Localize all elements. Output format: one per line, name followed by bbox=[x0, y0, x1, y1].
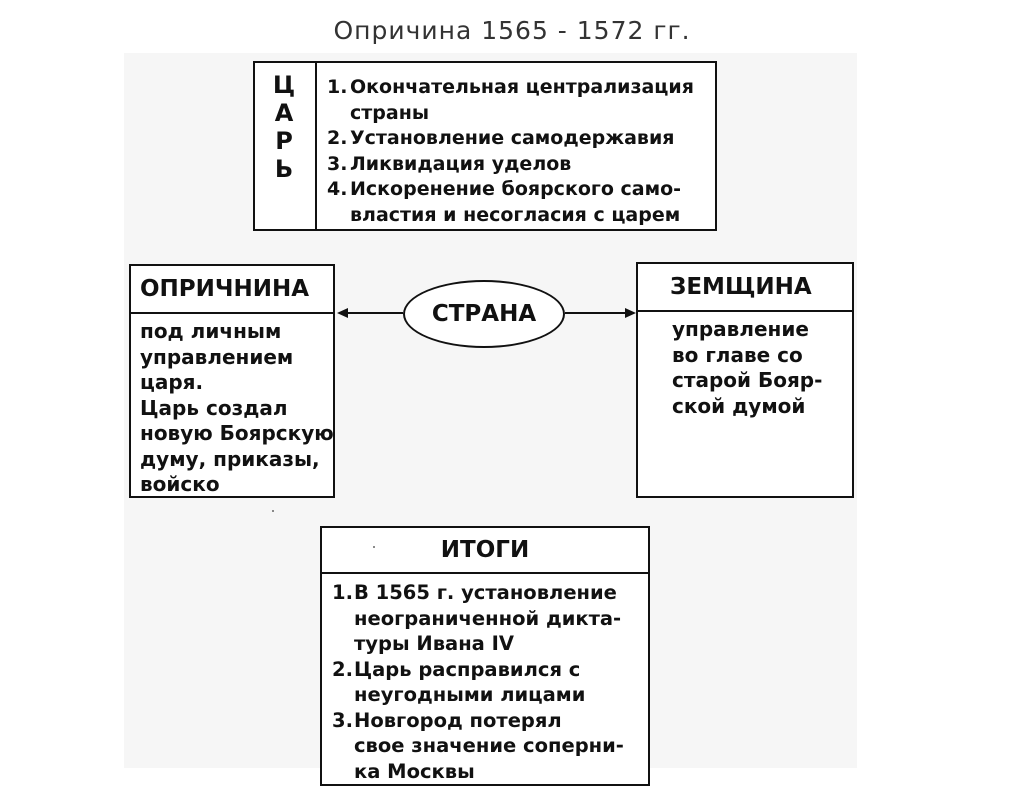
results-box bbox=[320, 526, 650, 786]
item-line: властия и несогласия с царем bbox=[350, 203, 681, 226]
text-line: Царь создал bbox=[140, 395, 288, 420]
text-line: управлением bbox=[140, 344, 294, 369]
item-line: Ликвидация уделов bbox=[350, 152, 572, 175]
results-list bbox=[322, 574, 648, 784]
item-line: неугодными лицами bbox=[354, 683, 586, 706]
text-line: управление bbox=[672, 317, 809, 341]
scan-speck bbox=[272, 510, 274, 512]
oprichnina-heading: ОПРИЧНИНА bbox=[131, 266, 333, 314]
item-line: свое значение соперни- bbox=[354, 734, 624, 757]
zemshchina-heading: ЗЕМЩИНА bbox=[638, 264, 852, 312]
tsar-letter: Ц bbox=[272, 71, 298, 99]
item-line: Установление самодержавия bbox=[350, 127, 675, 149]
item-line: Новгород потерял bbox=[354, 708, 562, 732]
item-number: 1. bbox=[327, 76, 348, 98]
oprichnina-description bbox=[131, 314, 333, 498]
text-line: старой Бояр- bbox=[672, 368, 823, 392]
item-line: Искоренение боярского само- bbox=[350, 178, 682, 200]
item-line: туры Ивана IV bbox=[354, 632, 514, 655]
item-line: В 1565 г. установление bbox=[354, 581, 617, 604]
country-ellipse: СТРАНА bbox=[403, 280, 565, 348]
tsar-letter: Ь bbox=[274, 155, 296, 183]
text-line: думу, приказы, bbox=[140, 446, 320, 471]
zemshchina-description bbox=[638, 312, 852, 419]
oprichnina-box bbox=[129, 264, 335, 498]
item-number: 4. bbox=[327, 178, 348, 200]
results-heading: ИТОГИ bbox=[322, 528, 648, 574]
zemshchina-box bbox=[636, 262, 854, 498]
item-line: Окончательная централизация bbox=[350, 76, 694, 98]
list-item bbox=[332, 657, 648, 708]
item-number: 3. bbox=[327, 152, 348, 175]
arrowhead-right bbox=[625, 308, 636, 318]
item-line: ка Москвы bbox=[354, 759, 475, 783]
arrowhead-left bbox=[337, 308, 348, 318]
tsar-letter: А bbox=[274, 99, 296, 127]
text-line: ской думой bbox=[672, 393, 806, 418]
list-item bbox=[332, 580, 648, 657]
item-line: неограниченной дикта- bbox=[354, 606, 622, 630]
item-number: 2. bbox=[327, 127, 348, 149]
text-line: новую Боярскую bbox=[140, 421, 334, 445]
item-number: 2. bbox=[332, 657, 353, 681]
list-item bbox=[332, 708, 648, 785]
page-title: Опричина 1565 - 1572 гг. bbox=[333, 16, 691, 45]
scan-speck bbox=[373, 546, 375, 548]
text-line: во главе со bbox=[672, 342, 803, 367]
item-number: 3. bbox=[332, 708, 353, 732]
item-number: 1. bbox=[332, 581, 353, 604]
text-line: войско bbox=[140, 472, 220, 496]
text-line: под личным bbox=[140, 319, 282, 343]
item-line: страны bbox=[350, 101, 430, 124]
item-line: Царь расправился с bbox=[354, 657, 581, 681]
text-line: царя. bbox=[140, 370, 204, 394]
tsar-letter: Р bbox=[275, 127, 295, 155]
